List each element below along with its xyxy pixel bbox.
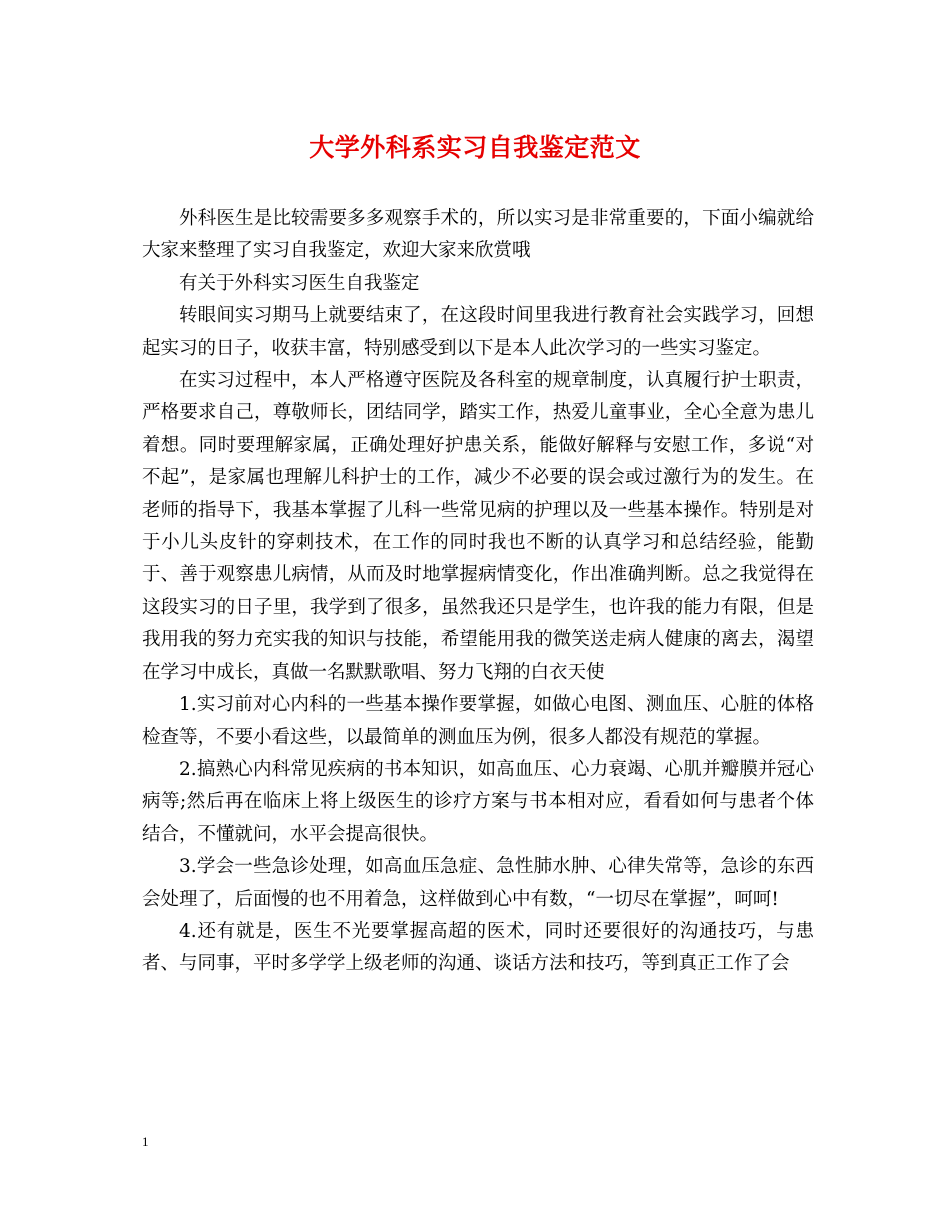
document-title: 大学外科系实习自我鉴定范文 <box>309 133 641 162</box>
list-item-1: 1.实习前对心内科的一些基本操作要掌握，如做心电图、测血压、心脏的体格检查等，不要小看这些，以最简单的测血压为例，很多人都没有规范的掌握。 <box>142 694 814 748</box>
page-number: 1 <box>142 1134 149 1149</box>
list-item-3: 3.学会一些急诊处理，如高血压急症、急性肺水肿、心律失常等，急诊的东西会处理了，后面慢的也不用着急，这样做到心中有数，“一切尽在掌握”，呵呵! <box>142 856 814 910</box>
paragraph-subheading: 有关于外科实习医生自我鉴定 <box>179 272 420 294</box>
document-body <box>142 203 814 981</box>
list-item-4: 4.还有就是，医生不光要掌握高超的医术，同时还要很好的沟通技巧，与患者、与同事，平时多学学上级老师的沟通、谈话方法和技巧，等到真正工作了会 <box>142 920 814 975</box>
paragraph-opening: 转眼间实习期马上就要结束了，在这段时间里我进行教育社会实践学习，回想起实习的日子，收获丰富，特别感受到以下是本人此次学习的一些实习鉴定。 <box>142 305 814 359</box>
paragraph-intro: 外科医生是比较需要多多观察手术的，所以实习是非常重要的，下面小编就给大家来整理了实习自我鉴定，欢迎大家来欣赏哦 <box>142 208 814 262</box>
list-item-2: 2.搞熟心内科常见疾病的书本知识，如高血压、心力衰竭、心肌并瓣膜并冠心病等;然后再在临床上将上级医生的诊疗方案与书本相对应，看看如何与患者个体结合，不懂就问，水平会提高很快。 <box>142 758 814 845</box>
paragraph-main: 在实习过程中，本人严格遵守医院及各科室的规章制度，认真履行护士职责，严格要求自己，尊敬师长，团结同学，踏实工作，热爱儿童事业，全心全意为患儿着想。同时要理解家属，正确处理好护患关系，能做好解释与安慰工作，多说“对不起”，是家属也理解儿科护士的工作，减少不必要的误会或过激行为的发生。在老师的指导下，我基本掌握了儿科一些常见病的护理以及一些基本操作。特别是对于小儿头皮针的穿刺技术，在工作的同时我也不断的认真学习和总结经验，能勤于、善于观察患儿病情，从而及时地掌握病情变化，作出准确判断。总之我觉得在这段实习的日子里，我学到了很多，虽然我还只是学生，也许我的能力有限，但是我用我的努力充实我的知识与技能，希望能用我的微笑送走病人健康的离去，渴望在学习中成长，真做一名默默歌唱、努力飞翔的白衣天使 <box>142 370 814 683</box>
